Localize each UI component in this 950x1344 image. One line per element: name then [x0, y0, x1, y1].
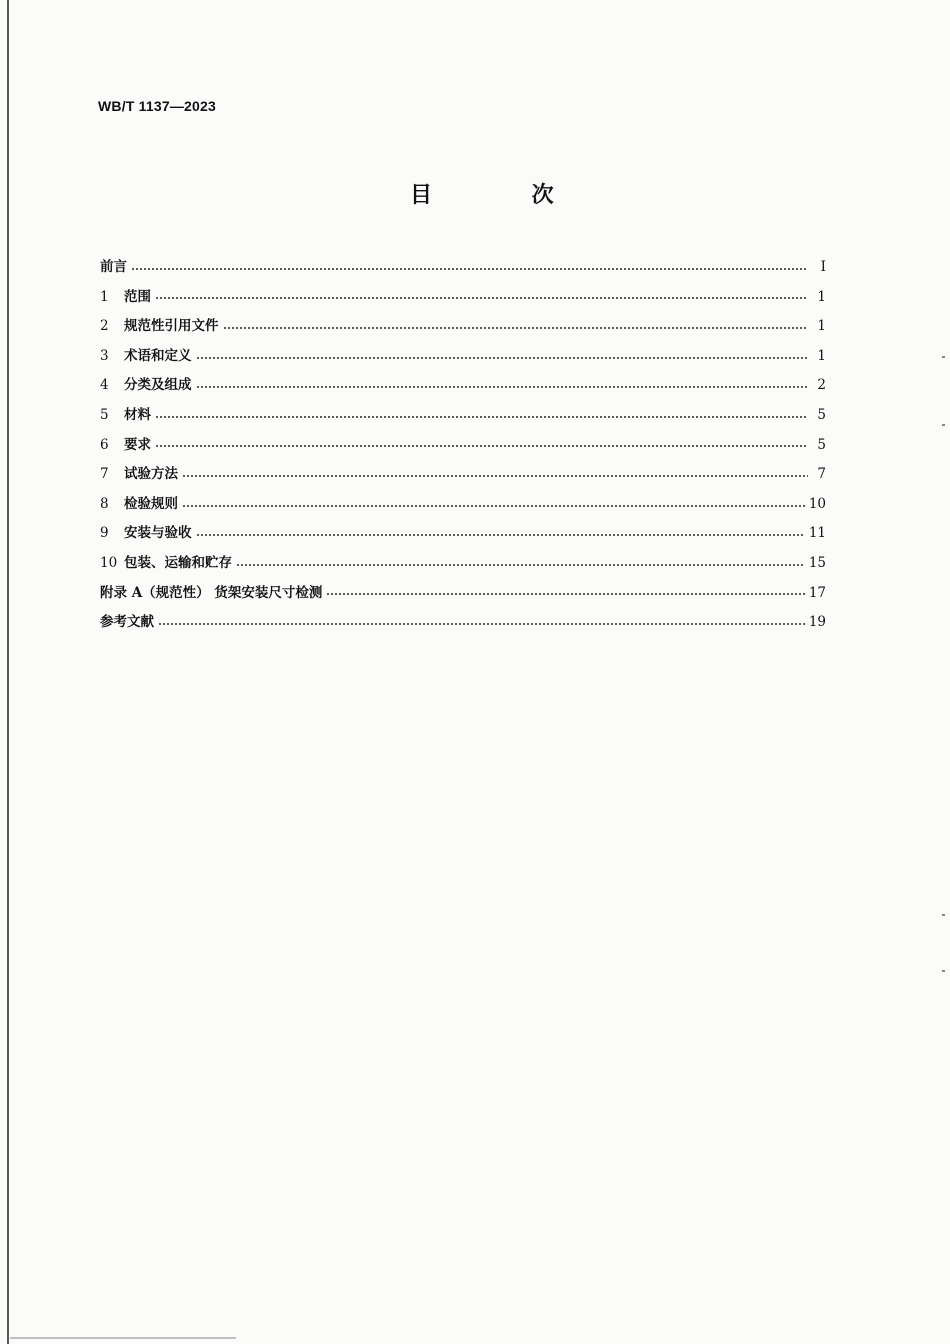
toc-entry-page: 2: [817, 377, 826, 394]
toc-entry-number: 10: [100, 554, 118, 571]
toc-title: 目 次: [410, 183, 600, 208]
toc-entry-page: 10: [808, 495, 826, 512]
toc-leader-dots: [223, 327, 809, 329]
toc-entry-test-methods[interactable]: [100, 460, 826, 490]
toc-entry-classification[interactable]: [100, 371, 826, 401]
toc-entry-title: 术语和定义: [124, 347, 192, 364]
toc-entry-label: [100, 312, 223, 342]
toc-entry-page: 7: [817, 466, 826, 483]
toc-entry-label: [100, 460, 182, 490]
toc-entry-label: 参考文献: [100, 614, 154, 631]
scan-speck: [942, 356, 945, 358]
toc-entry-page: 17: [808, 584, 826, 601]
toc-entry-label: [100, 283, 155, 313]
toc-entry-label: [100, 490, 182, 520]
table-of-contents: [100, 253, 826, 638]
toc-entry-label: [100, 519, 196, 549]
toc-entry-label: [100, 549, 236, 579]
toc-leader-dots: [158, 623, 805, 625]
toc-entry-page: 5: [817, 436, 826, 453]
scan-speck: [942, 970, 945, 972]
toc-entry-number: 2: [100, 318, 109, 335]
toc-entry-label: [100, 401, 155, 431]
toc-entry-number: 7: [100, 466, 109, 483]
scan-speck: [942, 424, 945, 426]
toc-entry-page: 15: [808, 554, 826, 571]
toc-leader-dots: [155, 416, 808, 418]
toc-entry-number: 6: [100, 436, 109, 453]
toc-entry-packaging-transport-storage[interactable]: [100, 549, 826, 579]
toc-leader-dots: [196, 534, 805, 536]
toc-entry-title: 要求: [124, 436, 151, 453]
scan-speck: [942, 914, 945, 916]
toc-entry-installation-acceptance[interactable]: [100, 519, 826, 549]
toc-entry-terms-definitions[interactable]: [100, 342, 826, 372]
scan-binding-edge: [7, 0, 9, 1344]
toc-entry-page: 5: [817, 406, 826, 423]
toc-entry-scope[interactable]: [100, 283, 826, 313]
toc-entry-title: 安装与验收: [124, 525, 192, 542]
toc-leader-dots: [155, 297, 808, 299]
toc-entry-title: 检验规则: [124, 495, 178, 512]
toc-entry-bibliography[interactable]: [100, 608, 826, 638]
toc-entry-title: 规范性引用文件: [124, 318, 219, 335]
toc-entry-title: 包装、运输和贮存: [124, 554, 232, 571]
toc-entry-title: 材料: [124, 406, 151, 423]
toc-entry-page: 19: [808, 614, 826, 631]
toc-entry-label: [100, 342, 196, 372]
toc-leader-dots: [131, 268, 808, 270]
toc-entry-title: 分类及组成: [124, 377, 192, 394]
toc-entry-page: 1: [817, 288, 826, 305]
toc-entry-number: 3: [100, 347, 109, 364]
document-code: WB/T 1137—2023: [98, 98, 216, 114]
toc-leader-dots: [196, 357, 809, 359]
toc-entry-number: 9: [100, 525, 109, 542]
toc-entry-label: 前言: [100, 259, 127, 275]
toc-leader-dots: [236, 564, 805, 566]
toc-leader-dots: [196, 386, 809, 388]
toc-entry-page: 1: [817, 347, 826, 364]
scan-bottom-mark: [10, 1337, 236, 1339]
toc-entry-number: 4: [100, 377, 109, 394]
toc-entry-title: 范围: [124, 288, 151, 305]
toc-entry-normative-references[interactable]: [100, 312, 826, 342]
toc-entry-foreword[interactable]: [100, 253, 826, 283]
toc-entry-requirements[interactable]: [100, 431, 826, 461]
toc-entry-page: 11: [808, 525, 826, 542]
toc-entry-inspection-rules[interactable]: [100, 490, 826, 520]
toc-leader-dots: [155, 445, 808, 447]
toc-entry-number: 5: [100, 406, 109, 423]
toc-entry-page: I: [820, 259, 826, 275]
toc-leader-dots: [182, 505, 805, 507]
toc-entry-label: 附录 A（规范性） 货架安装尺寸检测: [100, 584, 323, 601]
toc-entry-title: 试验方法: [124, 466, 178, 483]
toc-entry-materials[interactable]: [100, 401, 826, 431]
toc-leader-dots: [326, 593, 804, 595]
toc-entry-annex-a[interactable]: [100, 579, 826, 609]
toc-entry-label: [100, 431, 155, 461]
toc-entry-label: [100, 371, 196, 401]
toc-entry-page: 1: [817, 318, 826, 335]
toc-leader-dots: [182, 475, 808, 477]
toc-entry-number: 1: [100, 288, 109, 305]
toc-entry-number: 8: [100, 495, 109, 512]
